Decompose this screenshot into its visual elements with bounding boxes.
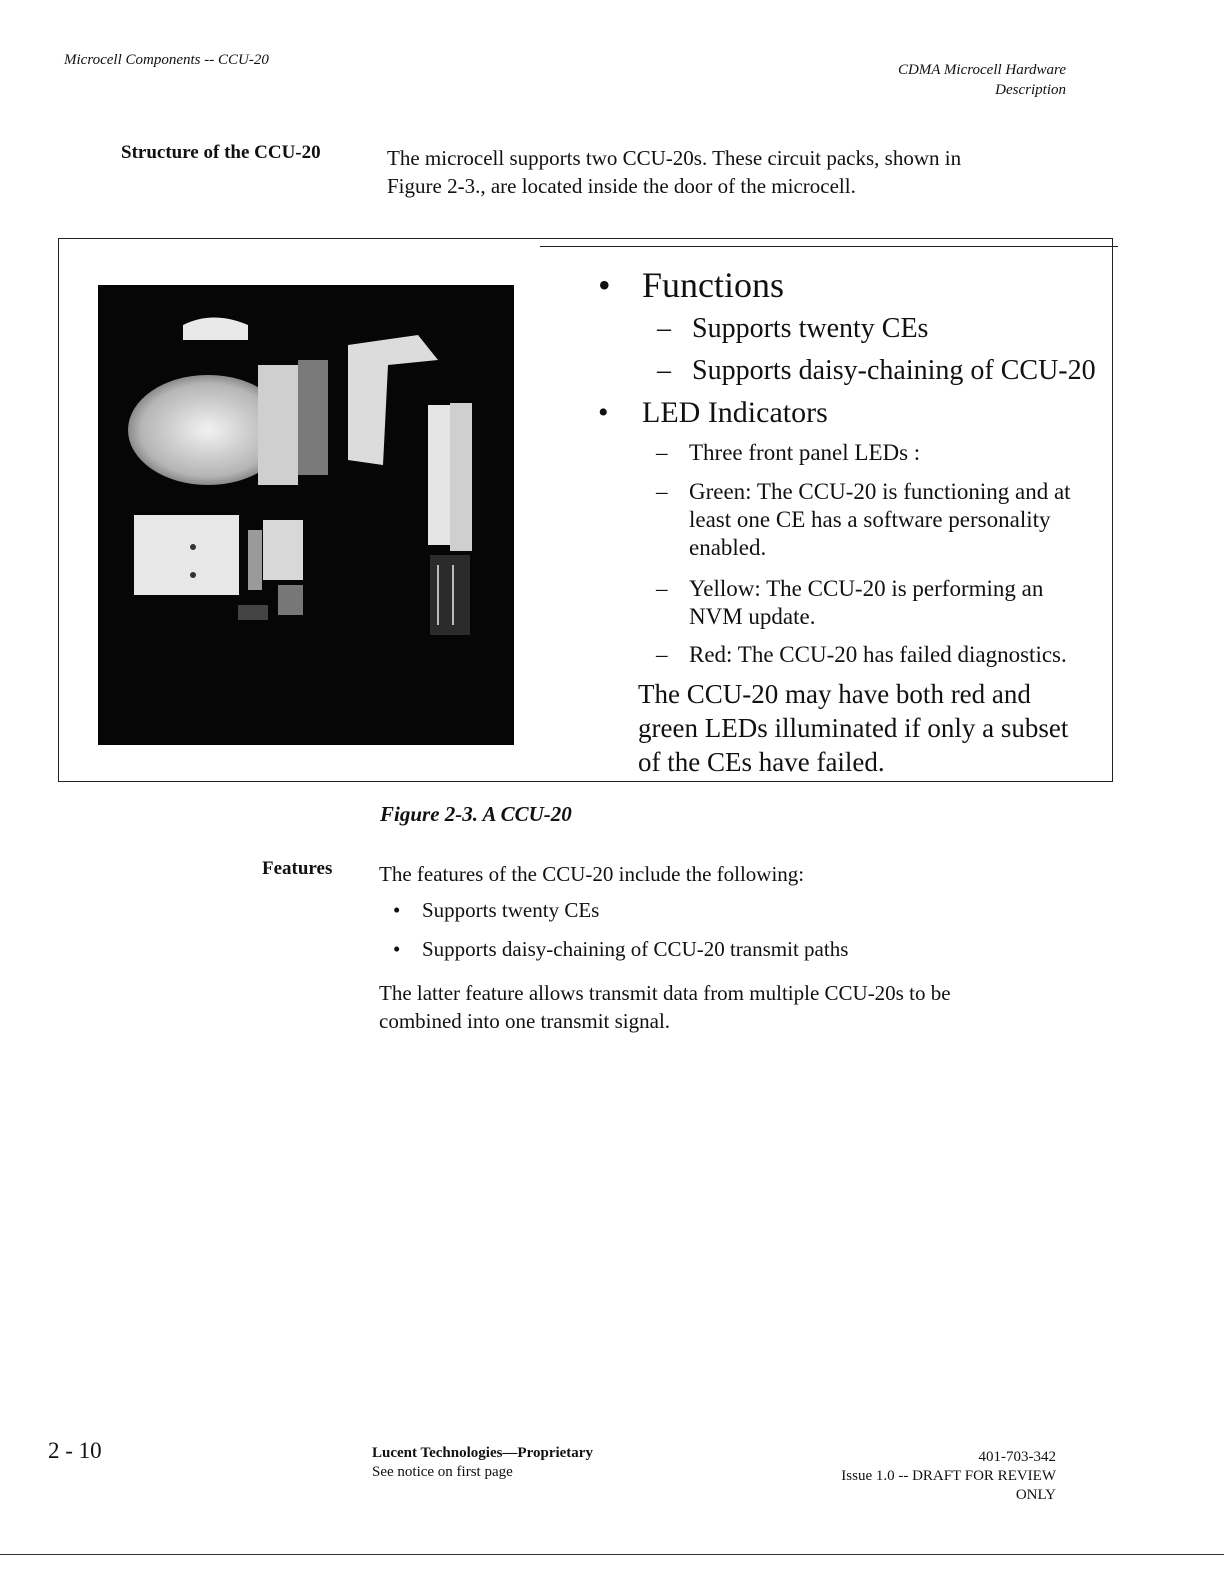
features-paragraph — [379, 979, 1059, 1035]
led-item-3-line1: Yellow: The CCU-20 is performing an — [689, 576, 1044, 601]
structure-paragraph — [387, 144, 1087, 200]
bullet-dot: • — [393, 898, 401, 922]
footer-issue: Issue 1.0 -- DRAFT FOR REVIEW — [841, 1468, 1056, 1484]
led-item-3 — [689, 575, 1043, 631]
led-heading: LED Indicators — [642, 396, 828, 429]
figure-top-rule — [540, 246, 1118, 247]
circuit-pack-photo — [98, 285, 514, 745]
footer-doc-number: 401-703-342 — [978, 1449, 1056, 1465]
led-dash-1: – — [656, 440, 668, 465]
features-para-line1: The latter feature allows transmit data from multiple CCU-20s to be — [379, 981, 951, 1005]
page-number: 2 - 10 — [48, 1438, 102, 1463]
running-header-left: Microcell Components -- CCU-20 — [64, 52, 269, 68]
led-item-1-line1: Three front panel LEDs : — [689, 440, 921, 465]
running-header-right — [898, 60, 1066, 100]
footer-notice: See notice on first page — [372, 1464, 513, 1480]
led-bullet-dot: • — [598, 396, 609, 429]
structure-line1: The microcell supports two CCU-20s. These circuit packs, shown in — [387, 146, 962, 170]
structure-line2: Figure 2-3., are located inside the door of the microcell. — [387, 174, 856, 198]
header-right-line1: CDMA Microcell Hardware — [897, 62, 1066, 78]
led-item-2-line3: enabled. — [689, 535, 767, 560]
footer-company: Lucent Technologies—Proprietary — [372, 1445, 593, 1461]
summary-line1: The CCU-20 may have both red and — [638, 679, 1031, 709]
summary-line3: of the CEs have failed. — [638, 747, 885, 777]
bullet-dot: • — [393, 937, 401, 961]
functions-dash-1: – — [657, 313, 671, 344]
led-item-2-line2: least one CE has a software personality — [689, 507, 1051, 532]
led-item-4 — [689, 641, 1067, 669]
led-item-2 — [689, 478, 1071, 562]
summary-line2: green LEDs illuminated if only a subset — [638, 713, 1069, 743]
footer-doc-info — [841, 1448, 1056, 1505]
functions-bullet-dot: • — [598, 265, 611, 305]
header-right-line2: Description — [995, 82, 1066, 98]
page-bottom-rule — [0, 1554, 1224, 1555]
led-item-1 — [689, 439, 920, 467]
features-bullet-1-text: Supports twenty CEs — [422, 898, 600, 922]
features-para-line2: combined into one transmit signal. — [379, 1009, 671, 1033]
functions-item-1: Supports twenty CEs — [692, 313, 929, 344]
functions-dash-2: – — [657, 355, 671, 386]
functions-heading: Functions — [642, 265, 785, 305]
led-dash-2: – — [656, 479, 668, 504]
led-dash-3: – — [656, 576, 668, 601]
led-item-4-line1: Red: The CCU-20 has failed diagnostics. — [689, 642, 1067, 667]
features-intro: The features of the CCU-20 include the following: — [379, 862, 805, 886]
led-item-3-line2: NVM update. — [689, 604, 816, 629]
footer-proprietary — [372, 1444, 593, 1482]
circuit-pack-photo-icon — [98, 285, 514, 745]
features-bullet-2-text: Supports daisy-chaining of CCU-20 transmit paths — [422, 937, 849, 961]
features-section-label: Features — [262, 858, 333, 879]
figure-summary — [638, 677, 1108, 779]
figure-caption: Figure 2-3. A CCU-20 — [380, 802, 572, 826]
led-item-2-line1: Green: The CCU-20 is functioning and at — [689, 479, 1071, 504]
footer-issue-cont: ONLY — [1015, 1487, 1056, 1503]
led-dash-4: – — [656, 642, 668, 667]
structure-section-label: Structure of the CCU-20 — [121, 142, 321, 163]
functions-item-2: Supports daisy-chaining of CCU-20 — [692, 355, 1096, 386]
